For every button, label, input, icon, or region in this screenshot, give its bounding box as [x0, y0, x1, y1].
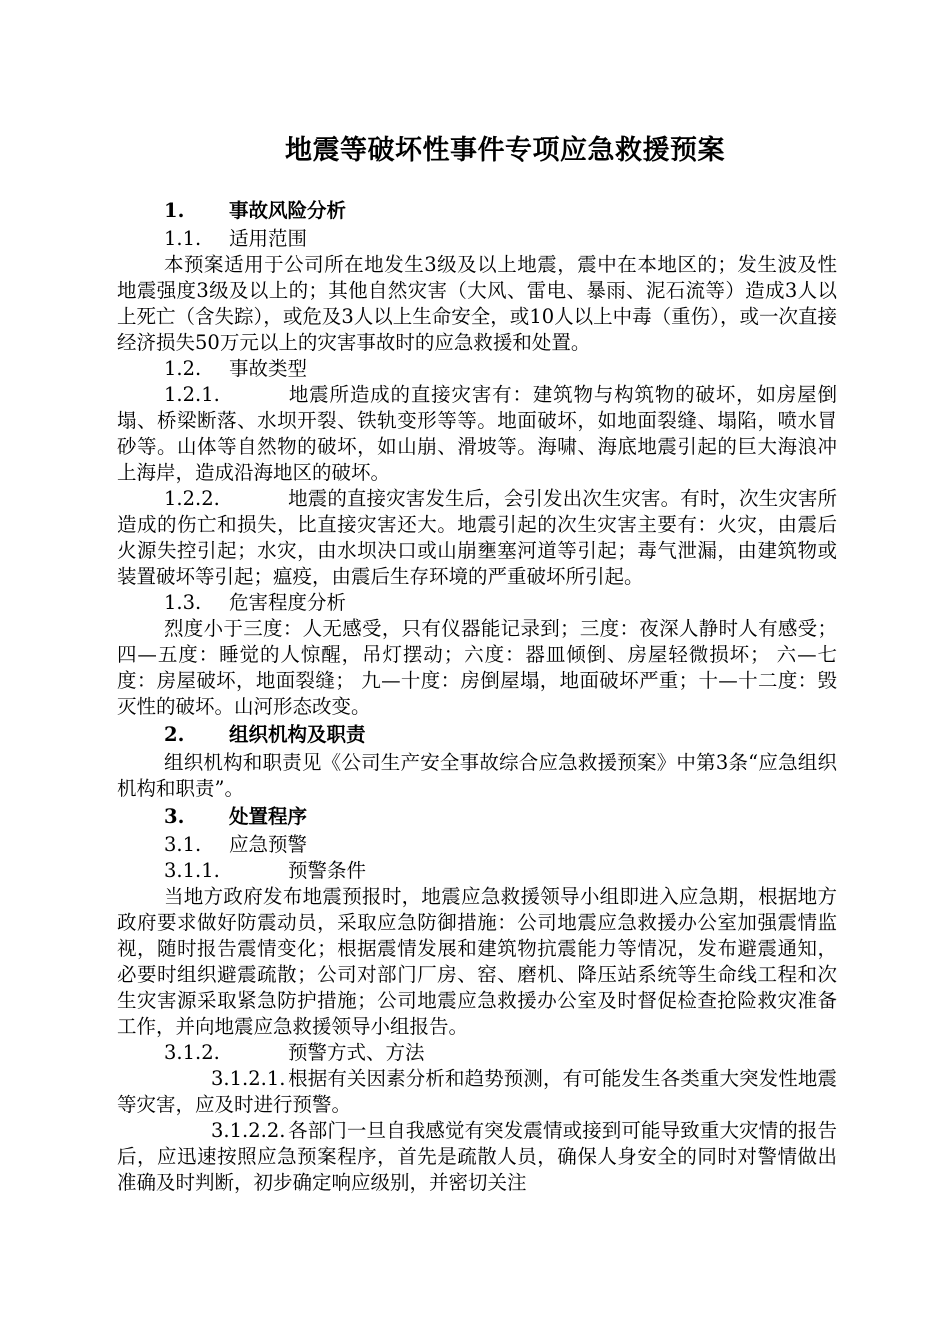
section-title: 危害程度分析: [229, 591, 347, 614]
section-number: 2.: [164, 723, 185, 746]
paragraph-3-1-2-2: [117, 1118, 837, 1196]
section-number: 3.1.1.: [164, 859, 220, 882]
section-title: 适用范围: [229, 227, 308, 250]
document-body: [117, 196, 837, 1196]
section-1-heading: [117, 198, 837, 224]
paragraph-text: 根据有关因素分析和趋势预测，有可能发生各类重大突发性地震等灾害，应及时进行预警。: [117, 1067, 837, 1116]
section-title: 预警方式、方法: [288, 1041, 425, 1064]
section-number: 1.: [164, 199, 185, 222]
section-number: 3.1.2.2.: [211, 1119, 286, 1142]
paragraph-1-2-2: [117, 486, 837, 590]
paragraph-scope: 本预案适用于公司所在地发生3级及以上地震，震中在本地区的；发生波及性地震强度3级及以上的；其他自然灾害（大风、雷电、暴雨、泥石流等）造成3人以上死亡（含失踪），或危及3人以上生命安全，或10人以上中毒（重伤），或一次直接经济损失50万元以上的灾害事故时的应急救援和处置。: [117, 253, 837, 354]
section-title: 组织机构及职责: [229, 723, 366, 746]
section-3-1-heading: [117, 832, 837, 858]
section-title: 应急预警: [229, 833, 308, 856]
section-2-heading: [117, 722, 837, 748]
section-number: 1.1.: [164, 227, 202, 250]
section-title: 事故风险分析: [229, 199, 347, 222]
document-title: 地震等破坏性事件专项应急救援预案: [285, 135, 725, 166]
section-3-1-2-heading: [117, 1040, 837, 1066]
section-number: 3.1.: [164, 833, 202, 856]
paragraph-text: 各部门一旦自我感觉有突发震情或接到可能导致重大灾情的报告后，应迅速按照应急预案程序，首先是疏散人员，确保人身安全的同时对警情做出准确及时判断，初步确定响应级别，并密切关注: [117, 1119, 837, 1194]
section-title: 处置程序: [229, 805, 308, 828]
paragraph-warning-conditions: 当地方政府发布地震预报时，地震应急救援领导小组即进入应急期，根据地方政府要求做好防震动员，采取应急防御措施：公司地震应急救援办公室加强震情监视，随时报告震情变化；根据震情发展和建筑物抗震能力等情况，发布避震通知，必要时组织避震疏散；公司对部门厂房、窑、磨机、降压站系统等生命线工程和次生灾害源采取紧急防护措施；公司地震应急救援办公室及时督促检查抢险救灾准备工作，并向地震应急救援领导小组报告。: [117, 885, 837, 1038]
section-number: 1.3.: [164, 591, 202, 614]
paragraph-intensity: 烈度小于三度：人无感受，只有仪器能记录到；三度：夜深人静时人有感受； 四—五度：睡觉的人惊醒，吊灯摆动；六度：器皿倾倒、房屋轻微损坏； 六—七度：房屋破坏，地面裂缝； 九—十度：房倒屋塌，地面破坏严重；十—十二度：毁灭性的破坏。山河形态改变。: [117, 617, 837, 718]
paragraph-text: 地震的直接灾害发生后，会引发出次生灾害。有时，次生灾害所造成的伤亡和损失，比直接灾害还大。地震引起的次生灾害主要有：火灾，由震后火源失控引起；水灾，由水坝决口或山崩壅塞河道等引起；毒气泄漏，由建筑物或装置破坏等引起；瘟疫，由震后生存环境的严重破坏所引起。: [117, 487, 837, 588]
paragraph-3-1-2-1: [117, 1066, 837, 1118]
section-1-3-heading: [117, 590, 837, 616]
section-title: 事故类型: [229, 357, 308, 380]
section-number: 1.2.2.: [164, 487, 220, 510]
section-1-2-heading: [117, 356, 837, 382]
section-number: 1.2.: [164, 357, 202, 380]
section-number: 1.2.1.: [164, 383, 220, 406]
section-1-1-heading: [117, 226, 837, 252]
section-3-heading: [117, 804, 837, 830]
section-3-1-1-heading: [117, 858, 837, 884]
section-number: 3.1.2.1.: [211, 1067, 286, 1090]
paragraph-1-2-1: [117, 382, 837, 486]
section-number: 3.: [164, 805, 185, 828]
paragraph-text: 地震所造成的直接灾害有：建筑物与构筑物的破坏，如房屋倒塌、桥梁断落、水坝开裂、铁轨变形等等。地面破坏，如地面裂缝、塌陷，喷水冒砂等。山体等自然物的破坏，如山崩、滑坡等。海啸、海底地震引起的巨大海浪冲上海岸，造成沿海地区的破坏。: [117, 383, 837, 484]
paragraph-organization: 组织机构和职责见《公司生产安全事故综合应急救援预案》中第3条“应急组织机构和职责”。: [117, 751, 837, 800]
section-title: 预警条件: [288, 859, 367, 882]
section-number: 3.1.2.: [164, 1041, 220, 1064]
